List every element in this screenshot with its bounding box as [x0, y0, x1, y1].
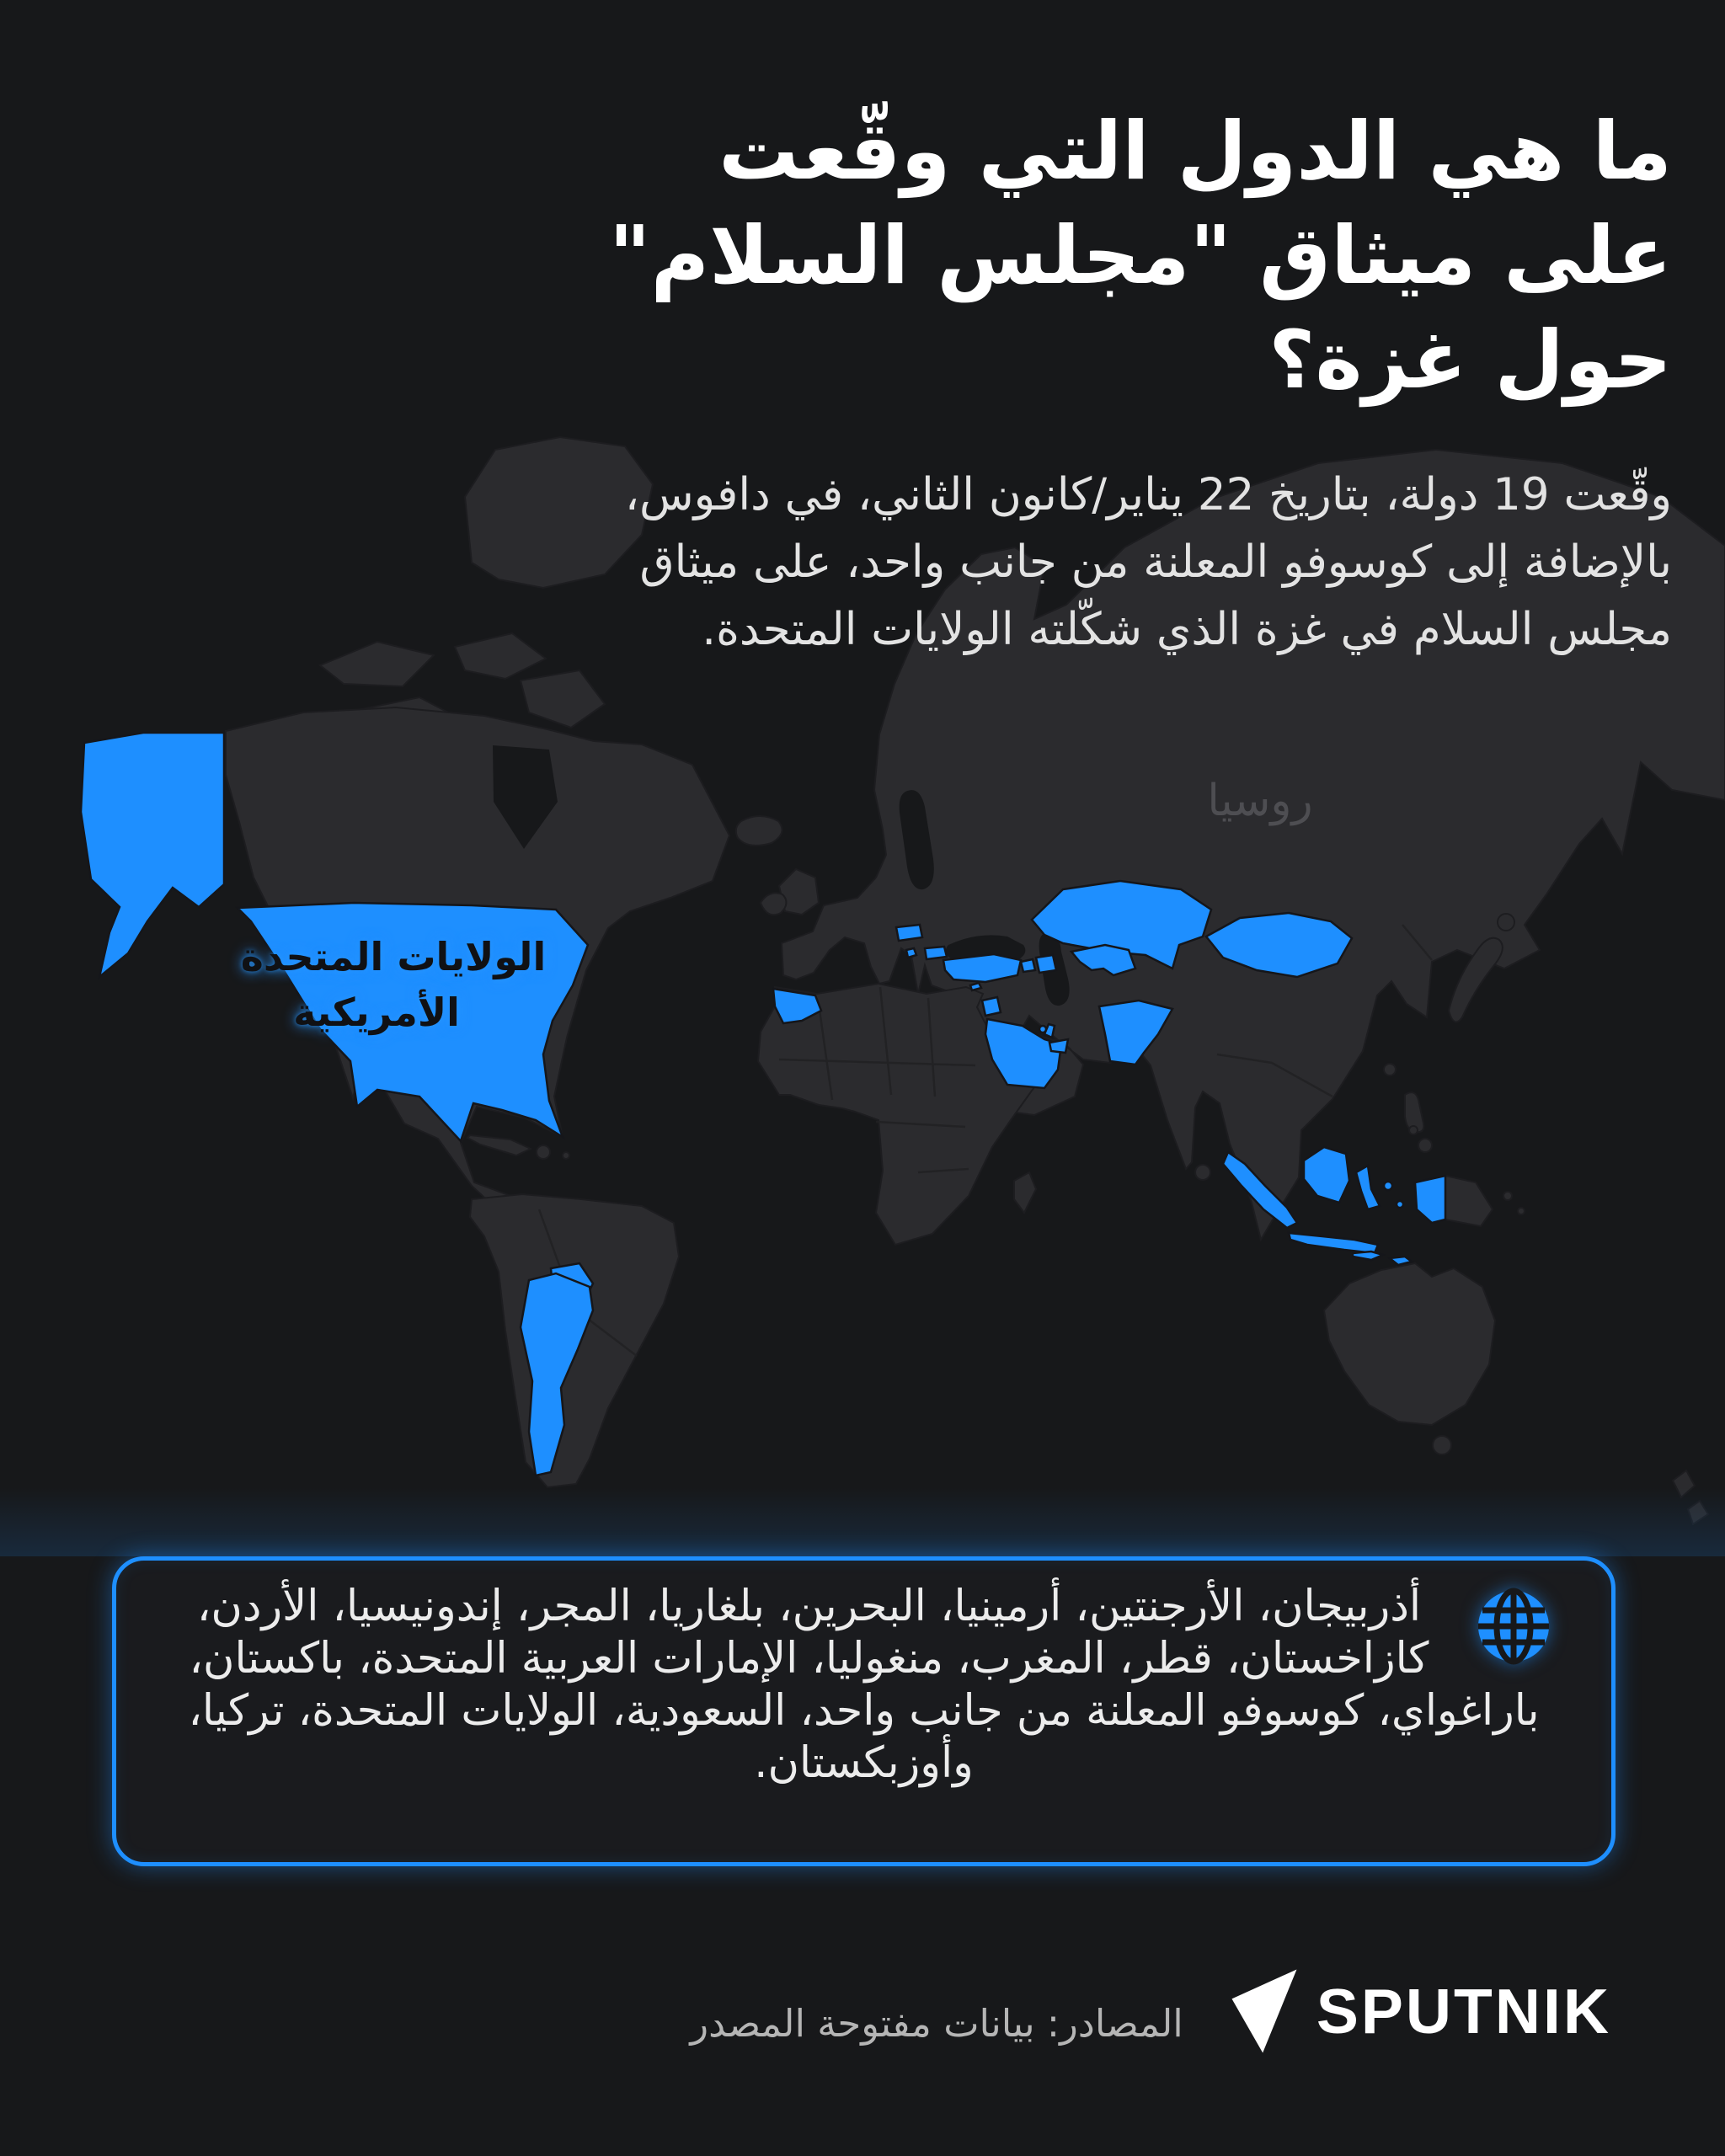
map-country-indonesia-moluccas-2: [1397, 1201, 1403, 1208]
map-country-indonesia-sulawesi: [1356, 1166, 1380, 1209]
sputnik-wordmark: SPUTNIK: [1316, 1976, 1611, 2047]
signatories-paragraph: [168, 1581, 1559, 1790]
sputnik-arrow-icon: [1227, 1966, 1301, 2057]
sputnik-logo: [1227, 1966, 1611, 2057]
map-country-jordan: [982, 997, 1001, 1016]
map-region-papua-new-guinea: [1445, 1176, 1493, 1226]
map-country-indonesia-moluccas-1: [1384, 1182, 1392, 1190]
map-region-taiwan: [1384, 1064, 1396, 1075]
title-line-2: على ميثاق "مجلس السلام": [609, 210, 1672, 302]
subtitle-line-1: وقّعت 19 دولة، بتاريخ 22 يناير/كانون الثاني، في دافوس،: [624, 469, 1672, 520]
map-region-puerto-rico: [563, 1152, 569, 1159]
map-region-madagascar: [1014, 1172, 1036, 1213]
map-region-hispaniola: [537, 1145, 550, 1159]
map-region-hokkaido: [1498, 914, 1514, 931]
map-label-russia: روسيا: [1207, 776, 1313, 826]
map-region-iceland: [736, 816, 782, 846]
globe-icon: [1468, 1586, 1559, 1667]
map-label-usa-line2: الأمريكية: [293, 990, 460, 1035]
subtitle: [51, 462, 1672, 664]
map-country-cyprus: [970, 983, 981, 990]
map-country-bulgaria: [925, 947, 947, 959]
map-country-indonesia-west-papua: [1415, 1176, 1445, 1223]
subtitle-line-2: بالإضافة إلى كوسوفو المعلنة من جانب واحد، على ميثاق: [639, 536, 1672, 588]
map-country-kosovo: [906, 948, 916, 958]
page-title: [51, 99, 1672, 413]
map-country-uae: [1049, 1039, 1068, 1053]
signatories-box: [112, 1556, 1616, 1866]
map-country-turkey: [943, 954, 1021, 982]
map-region-bismarck: [1503, 1192, 1512, 1200]
footer: [690, 1961, 1611, 2062]
title-line-3: حول غزة؟: [1268, 314, 1672, 407]
map-country-bahrain: [1039, 1026, 1046, 1033]
map-region-australia: [1324, 1263, 1495, 1425]
map-region-ireland: [761, 893, 787, 915]
signatories-text: أذربيجان، الأرجنتين، أرمينيا، البحرين، بلغاريا، المجر، إندونيسيا، الأردن، كازاخستان، قطر، المغرب، منغوليا، الإمارات العربية المتحدة، باكستان، باراغواي، كوسوفو المعلنة من جانب واحد، السعودية، الولايات المتحدة، تركيا، وأوزبكستان.: [188, 1582, 1540, 1788]
subtitle-line-3: مجلس السلام في غزة الذي شكّلته الولايات المتحدة.: [702, 604, 1672, 655]
map-region-cuba-caribbean: [467, 1135, 531, 1155]
map-label-usa-line1: الولايات المتحدة: [240, 934, 547, 979]
map-country-indonesia-lesser-sunda: [1353, 1251, 1412, 1265]
source-text: المصادر: بيانات مفتوحة المصدر: [690, 2000, 1183, 2046]
map-bottom-glow: [0, 1487, 1725, 1556]
map-country-azerbaijan: [1036, 955, 1056, 973]
map-region-tasmania: [1433, 1436, 1451, 1454]
title-line-1: ما هي الدول التي وقّعت: [718, 105, 1672, 198]
map-region-mindanao: [1418, 1139, 1432, 1152]
map-region-sri-lanka: [1195, 1165, 1210, 1180]
map-region-visayas: [1409, 1126, 1418, 1134]
map-country-armenia: [1021, 959, 1035, 972]
map-country-alaska-usa: [81, 733, 224, 977]
map-region-solomon: [1518, 1208, 1525, 1214]
map-country-hungary: [896, 925, 922, 941]
map-country-indonesia-borneo: [1304, 1147, 1349, 1203]
map-country-indonesia-java: [1289, 1233, 1378, 1253]
